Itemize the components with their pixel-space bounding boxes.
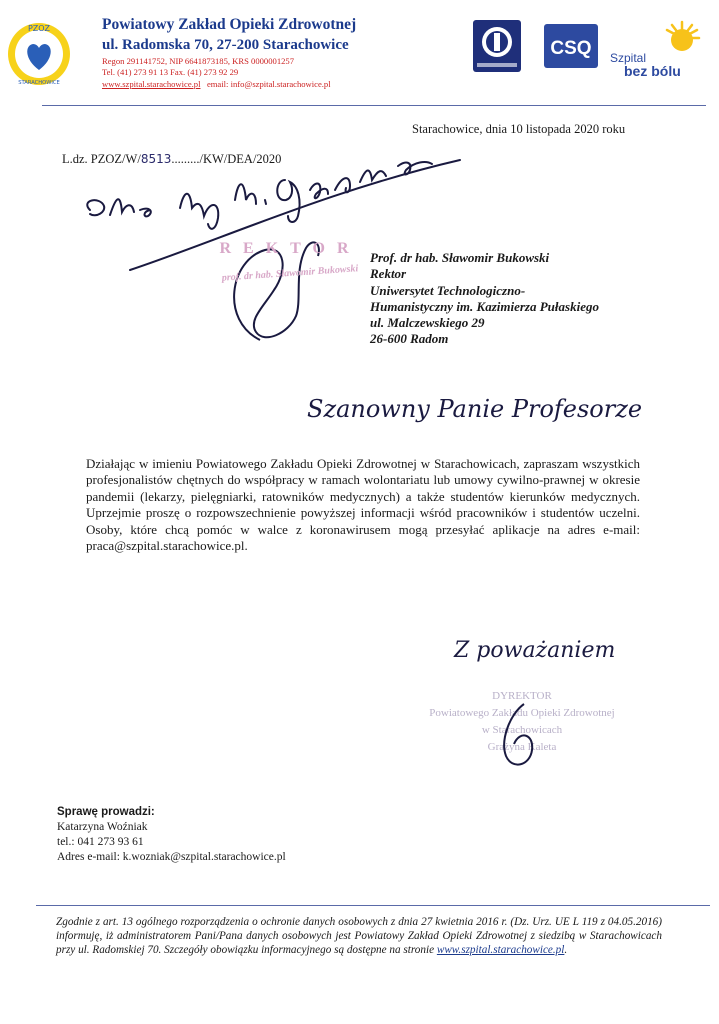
recipient-line: Rektor xyxy=(370,266,407,282)
rektor-stamp xyxy=(200,230,380,300)
ref-number: 8513 xyxy=(140,152,172,166)
email-link[interactable]: info@szpital.starachowice.pl xyxy=(230,79,331,89)
phone-line: Tel. (41) 273 91 13 Fax. (41) 273 92 29 xyxy=(102,67,239,77)
director-signature xyxy=(490,700,542,772)
closing-text: Z poważaniem xyxy=(454,638,616,663)
quality-certificate-icon xyxy=(473,20,521,72)
recipient-line: 26-600 Radom xyxy=(370,331,449,347)
rektor-stamp-name: prof. dr hab. Sławomir Bukowski xyxy=(221,263,359,284)
director-stamp-line: Powiatowego Zakładu Opieki Zdrowotnej xyxy=(429,707,615,719)
case-handler-phone: tel.: 041 273 93 61 xyxy=(57,836,144,848)
recipient-address xyxy=(370,250,599,348)
registry-line: Regon 291141752, NIP 6641873185, KRS 0000001257 xyxy=(102,56,295,66)
gdpr-text: Zgodnie z art. 13 ogólnego rozporządzenia o ochronie danych osobowych z dnia 27 kwietnia 2016 r. (Dz. Urz. UE L 119 z 04.05.2016) informuję, iż administratorem Pani/Pana danych osobowych jest Powiatowy Zakład Opieki Zdrowotnej z siedzibą w Starachowicach przy ul. Radomskiej 70. Szczegóły obowiązku informacyjnego są dostępne na stronie xyxy=(56,916,662,956)
institution-address: ul. Radomska 70, 27-200 Starachowice xyxy=(102,37,349,53)
recipient-line: Prof. dr hab. Sławomir Bukowski xyxy=(370,250,550,265)
szpital-bez-bolu-logo xyxy=(610,16,714,80)
ref-dots: ......... xyxy=(171,152,200,166)
gdpr-footer xyxy=(56,915,662,957)
recipient-line: Humanistyczny im. Kazimierza Pułaskiego xyxy=(370,298,599,314)
director-stamp-line: Grażyna Kaleta xyxy=(487,741,557,753)
salutation-text: Szanowny Panie Profesorze xyxy=(307,395,643,423)
institution-name: Powiatowy Zakład Opieki Zdrowotnej xyxy=(102,16,357,33)
footer-divider xyxy=(36,905,710,906)
rektor-stamp-title: REKTOR xyxy=(219,240,361,257)
website-link[interactable]: www.szpital.starachowice.pl xyxy=(102,79,201,89)
sbb-text-1: Szpital xyxy=(610,51,647,65)
case-handler-title: Sprawę prowadzi: xyxy=(57,806,155,818)
handwritten-closing xyxy=(452,625,632,673)
recipient-line: ul. Malczewskiego 29 xyxy=(370,315,485,331)
letter-body: Działając w imieniu Powiatowego Zakładu Opieki Zdrowotnej w Starachowicach, zapraszam wszystkich profesjonalistów chętnych do współpracy w ramach wolontariatu lub umowy cywilno-prawnej w okresie pandemii (lekarzy, pielęgniarki, ratowników medycznych) a także studentów kierunków medycznych. Uprzejmie proszę o rozpowszechnienie powyższej informacji wśród pracowników i studentów uczelni. Osoby, które chcą pomóc w walce z koronawirusem mogą przesyłać aplikacje na adres e-mail: praca@szpital.starachowice.pl. xyxy=(86,456,640,554)
recipient-line: Uniwersytet Technologiczno- xyxy=(370,282,526,298)
ref-prefix: L.dz. PZOZ/W/ xyxy=(62,152,141,166)
gdpr-website-link[interactable]: www.szpital.starachowice.pl xyxy=(436,944,565,956)
email-label: email: xyxy=(206,79,229,89)
contact-line xyxy=(102,79,331,90)
logo-text-top: PZOZ xyxy=(27,24,51,33)
letter-date: Starachowice, dnia 10 listopada 2020 roku xyxy=(412,122,626,136)
logo-text-bottom: STARACHOWICE xyxy=(18,80,60,86)
ref-suffix: /KW/DEA/2020 xyxy=(199,152,282,166)
director-stamp-line: DYREKTOR xyxy=(492,690,552,702)
sbb-text-2: bez bólu xyxy=(624,63,681,79)
csq-text: CSQ xyxy=(550,38,592,59)
case-handler-email: Adres e-mail: k.wozniak@szpital.starachowice.pl xyxy=(57,851,286,863)
hospital-logo xyxy=(6,12,72,96)
case-handler-name: Katarzyna Woźniak xyxy=(57,821,148,833)
director-stamp-line: w Starachowicach xyxy=(481,724,563,736)
header-divider xyxy=(42,105,706,106)
csq-certificate-icon xyxy=(544,24,598,68)
handwritten-salutation xyxy=(305,385,643,441)
gdpr-text-end: . xyxy=(564,944,568,956)
